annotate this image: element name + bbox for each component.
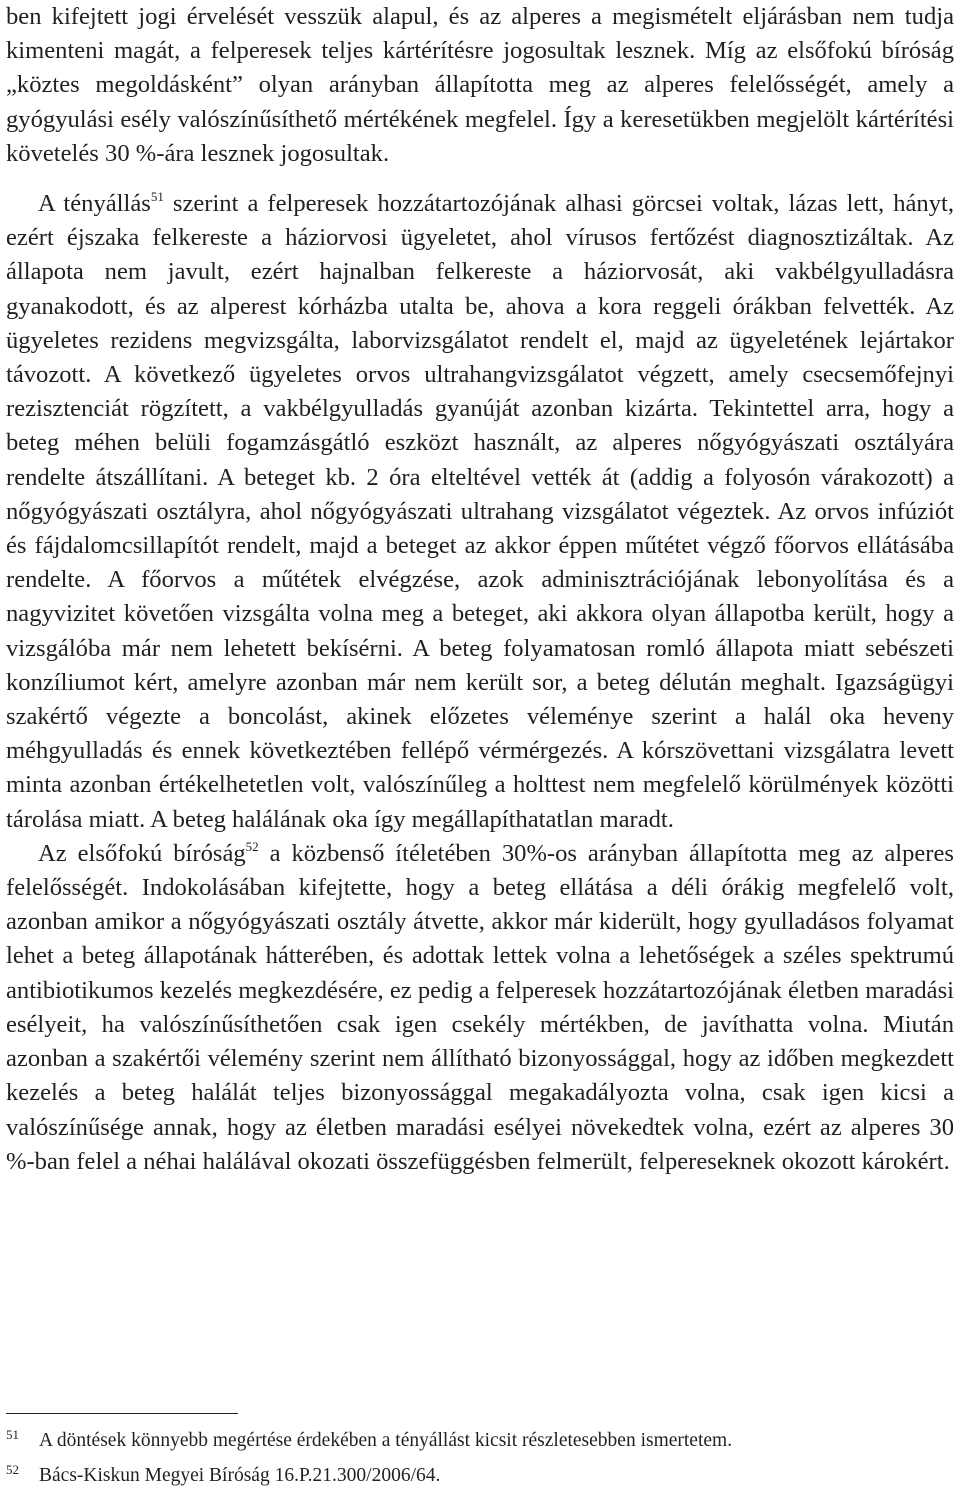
footnote-text: Bács-Kiskun Megyei Bíróság 16.P.21.300/2006/64. [39, 1465, 441, 1486]
footnotes [6, 1413, 954, 1498]
body-text [6, 0, 954, 1179]
paragraph-2 [6, 187, 954, 837]
footnote-51 [6, 1428, 954, 1455]
paragraph-2-text: szerint a felperesek hozzátartozójának alhasi görcsei voltak, lázas lett, hányt, ezért éjszaka felkereste a háziorvosi ügyeletet, ahol vírusos fertőzést diagnosztizáltak. Az állapota nem javult, ezért hajnalban felkereste a háziorvosát, aki vakbélgyulladásra gyanakodott, és az alperest kórházba utalta be, ahova a kora reggeli órákban felvették. Az ügyeletes rezidens megvizsgálta, laborvizsgálatot rendelt el, majd az ügyeletének lejártakor távozott. A következő ügyeletes orvos ultrahangvizsgálatot végzett, amely csecsemőfejnyi rezisztenciát rögzített, a vakbélgyulladás gyanúját azonban kizárta. Tekintettel arra, hogy a beteg méhen belüli fogamzásgátló eszközt használt, az alperes nőgyógyászati osztályára rendelte átszállítani. A beteget kb. 2 óra elteltével vették át (addig a folyosón várakozott) a nőgyógyászati osztályra, ahol nőgyógyászati ultrahang vizsgálatot végeztek. Az orvos infúziót és fájdalomcsillapítót rendelt, majd a beteget az akkor éppen műtétet végző főorvos ellátásába rendelte. A főorvos a műtétek elvégzése, azok adminisztrációjának lebonyolítása és a nagyvizitet követően vizsgálta volna meg a beteget, aki akkora olyan állapotba került, hogy a vizsgálóba már nem lehetett bekísérni. A beteg folyamatosan romló állapota miatt sebészeti konzíliumot kért, amelyre azonban már nem került sor, a beteg délután meghalt. Igazságügyi szakértő végezte a boncolást, akinek előzetes véleménye szerint a halál oka heveny méhgyulladás és ennek következtében fellépő vérmérgezés. A kórszövettani vizsgálatra levett minta azonban értékelhetetlen volt, valószínűleg a holttest nem megfelelő körülmények közötti tárolása miatt. A beteg halálának oka így megállapíthatatlan maradt. [6, 190, 954, 833]
footnote-divider [6, 1413, 238, 1414]
footnote-ref-52[interactable]: 52 [245, 838, 259, 854]
document-page [6, 0, 954, 1179]
paragraph-1: ben kifejtett jogi érvelését vesszük alapul, és az alperes a megismételt eljárásban nem tudja kimenteni magát, a felperesek teljes kártérítésre jogosultak lesznek. Míg az elsőfokú bíróság „köztes megoldásként” olyan arányban állapította meg az alperes felelősségét, amely a gyógyulási esély valószínűsíthető mértékének megfelel. Így a keresetükben megjelölt kártérítési követelés 30 %-ára lesznek jogosultak. [6, 3, 954, 167]
footnote-52 [6, 1463, 954, 1490]
paragraph-3-lead: Az elsőfokú bíróság [38, 839, 246, 867]
paragraph-3 [6, 837, 954, 1179]
footnote-number: 52 [6, 1462, 19, 1477]
paragraph-2-lead: A tényállás [38, 190, 151, 218]
footnote-number: 51 [6, 1427, 19, 1442]
paragraph-3-text: a közbenső ítéletében 30%-os arányban állapította meg az alperes felelősségét. Indokolásában kifejtette, hogy a beteg ellátása a déli órákig megfelelő volt, azonban amikor a nőgyógyászati osztály átvette, akkor már kiderült, hogy gyulladásos folyamat lehet a beteg állapotának hátterében, és adottak lettek volna a lehetőségek a széles spektrumú antibiotikumos kezelés megkezdésére, ez pedig a felperesek hozzátartozójának életben maradási esélyeit, ha valószínűsíthetően csak igen csekély mértékben, de javíthatta volna. Miután azonban a szakértői vélemény szerint nem állítható bizonyossággal, hogy az időben megkezdett kezelés a beteg halálát teljes bizonyossággal megakadályozta volna, csak igen kicsi a valószínűsége annak, hogy az életben maradási esélyei növekedtek volna, ezért az alperes 30 %-ban felel a néhai halálával okozati összefüggésben felmerült, felpereseknek okozott károkért. [6, 839, 954, 1175]
footnote-ref-51[interactable]: 51 [150, 189, 164, 205]
footnote-text: A döntések könnyebb megértése érdekében a tényállást kicsit részletesebben ismertetem. [39, 1430, 733, 1451]
